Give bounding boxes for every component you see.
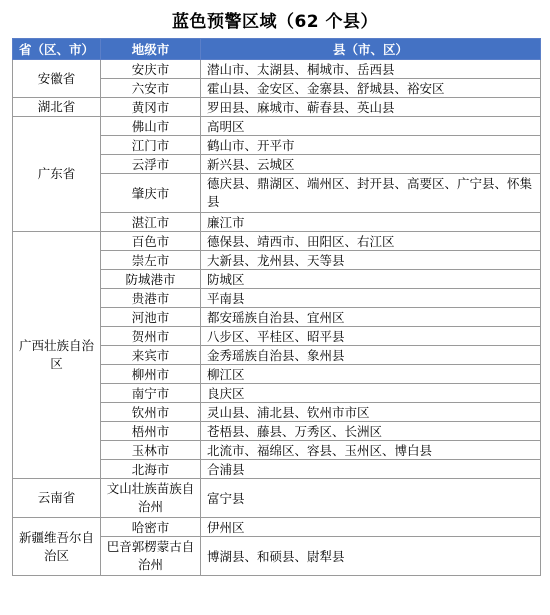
city-cell: 安庆市 [101, 60, 201, 79]
city-cell: 云浮市 [101, 155, 201, 174]
county-cell: 八步区、平桂区、昭平县 [201, 327, 541, 346]
county-cell: 伊州区 [201, 518, 541, 537]
city-cell: 玉林市 [101, 441, 201, 460]
city-cell: 钦州市 [101, 403, 201, 422]
county-cell: 霍山县、金安区、金寨县、舒城县、裕安区 [201, 79, 541, 98]
city-cell: 贵港市 [101, 289, 201, 308]
city-cell: 巴音郭楞蒙古自治州 [101, 537, 201, 576]
county-cell: 金秀瑶族自治县、象州县 [201, 346, 541, 365]
city-cell: 湛江市 [101, 213, 201, 232]
county-cell: 防城区 [201, 270, 541, 289]
county-cell: 富宁县 [201, 479, 541, 518]
table-row [13, 479, 541, 518]
city-cell: 贺州市 [101, 327, 201, 346]
city-cell: 南宁市 [101, 384, 201, 403]
province-cell: 云南省 [13, 479, 101, 518]
county-cell: 灵山县、浦北县、钦州市市区 [201, 403, 541, 422]
city-cell: 河池市 [101, 308, 201, 327]
city-cell: 北海市 [101, 460, 201, 479]
city-cell: 梧州市 [101, 422, 201, 441]
county-cell: 潜山市、太湖县、桐城市、岳西县 [201, 60, 541, 79]
city-cell: 江门市 [101, 136, 201, 155]
city-cell: 崇左市 [101, 251, 201, 270]
city-cell: 黄冈市 [101, 98, 201, 117]
county-cell: 廉江市 [201, 213, 541, 232]
city-cell: 哈密市 [101, 518, 201, 537]
header-province: 省（区、市） [13, 39, 101, 60]
city-cell: 防城港市 [101, 270, 201, 289]
county-cell: 良庆区 [201, 384, 541, 403]
county-cell: 德庆县、鼎湖区、端州区、封开县、高要区、广宁县、怀集县 [201, 174, 541, 213]
header-city: 地级市 [101, 39, 201, 60]
county-cell: 博湖县、和硕县、尉犁县 [201, 537, 541, 576]
city-cell: 百色市 [101, 232, 201, 251]
city-cell: 肇庆市 [101, 174, 201, 213]
province-cell: 新疆维吾尔自治区 [13, 518, 101, 576]
city-cell: 来宾市 [101, 346, 201, 365]
city-cell: 柳州市 [101, 365, 201, 384]
table-header-row [13, 39, 541, 60]
table-row [13, 98, 541, 117]
table-row [13, 60, 541, 79]
page-title: 蓝色预警区域（62 个县） [171, 12, 379, 32]
table-row [13, 117, 541, 136]
table-row [13, 518, 541, 537]
county-cell: 平南县 [201, 289, 541, 308]
city-cell: 六安市 [101, 79, 201, 98]
province-cell: 广东省 [13, 117, 101, 232]
county-cell: 都安瑶族自治县、宜州区 [201, 308, 541, 327]
warning-area-table [12, 38, 541, 576]
county-cell: 鹤山市、开平市 [201, 136, 541, 155]
province-cell: 安徽省 [13, 60, 101, 98]
county-cell: 大新县、龙州县、天等县 [201, 251, 541, 270]
header-county: 县（市、区） [201, 39, 541, 60]
county-cell: 北流市、福绵区、容县、玉州区、博白县 [201, 441, 541, 460]
table-row [13, 232, 541, 251]
county-cell: 柳江区 [201, 365, 541, 384]
county-cell: 苍梧县、藤县、万秀区、长洲区 [201, 422, 541, 441]
city-cell: 佛山市 [101, 117, 201, 136]
province-cell: 广西壮族自治区 [13, 232, 101, 479]
county-cell: 合浦县 [201, 460, 541, 479]
city-cell: 文山壮族苗族自治州 [101, 479, 201, 518]
county-cell: 高明区 [201, 117, 541, 136]
county-cell: 新兴县、云城区 [201, 155, 541, 174]
county-cell: 罗田县、麻城市、蕲春县、英山县 [201, 98, 541, 117]
province-cell: 湖北省 [13, 98, 101, 117]
county-cell: 德保县、靖西市、田阳区、右江区 [201, 232, 541, 251]
